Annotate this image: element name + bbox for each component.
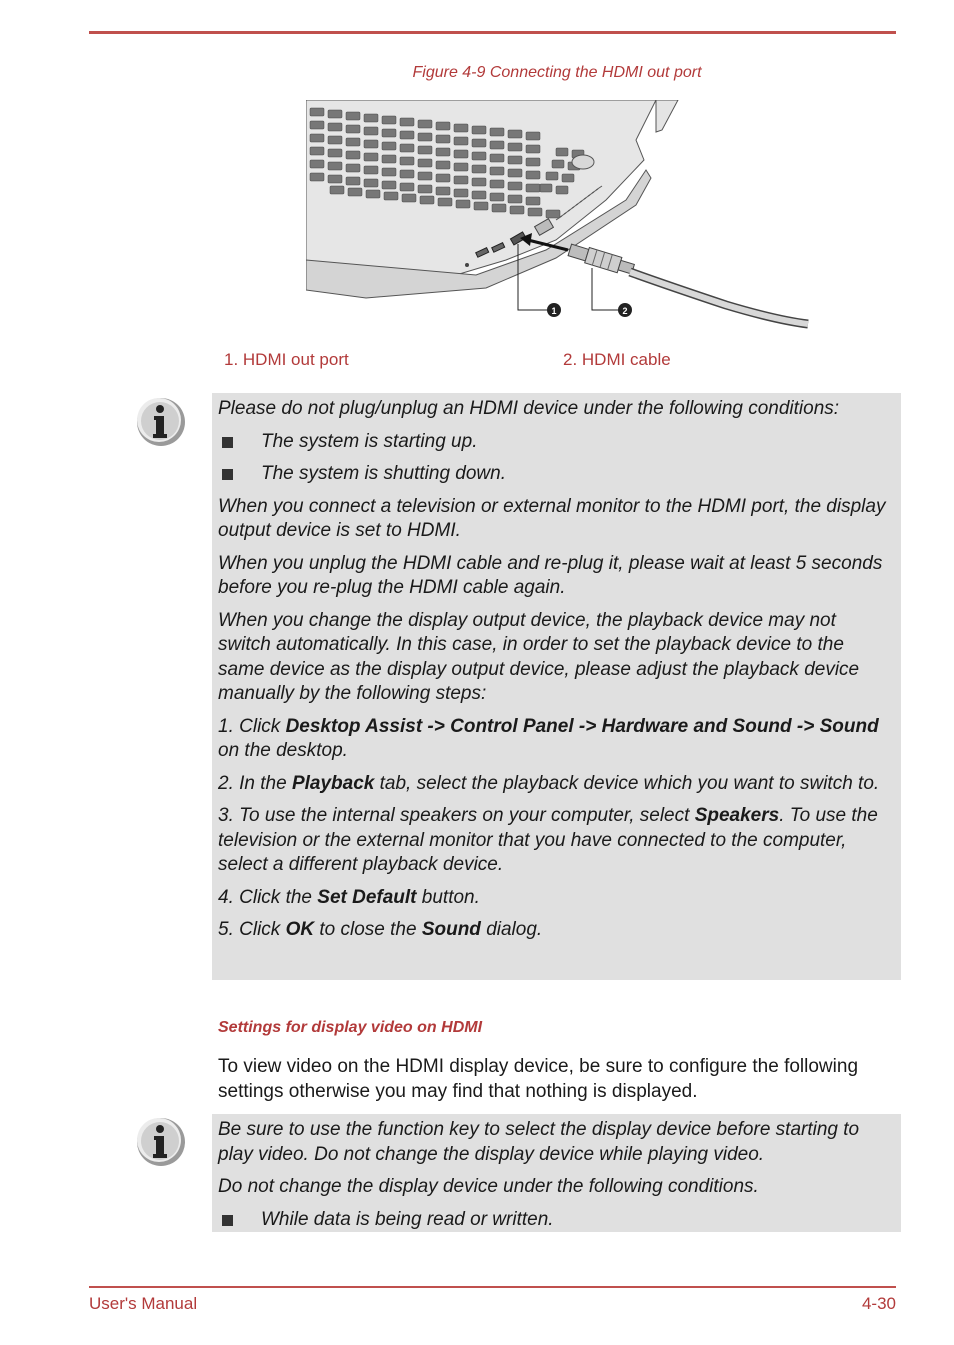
bullet-square-icon xyxy=(222,437,233,448)
figure-caption: Figure 4-9 Connecting the HDMI out port xyxy=(412,64,702,81)
info-icon xyxy=(135,1116,187,1168)
bullet-item xyxy=(218,1208,893,1233)
step-5: 5. Click OK to close the Sound dialog. xyxy=(218,919,543,940)
info-icon xyxy=(135,396,187,448)
legend-item-hdmi-port: 1. HDMI out port xyxy=(224,350,349,369)
bullet-square-icon xyxy=(222,1215,233,1226)
note-paragraph: When you unplug the HDMI cable and re-plug it, please wait at least 5 seconds before you re-plug the HDMI cable again. xyxy=(218,552,883,598)
step-4: 4. Click the Set Default button. xyxy=(218,886,480,908)
step-1: 1. Click Desktop Assist -> Control Panel -> Hardware and Sound -> Sound on the desktop. xyxy=(218,715,879,761)
note-intro: Please do not plug/unplug an HDMI device under the following conditions: xyxy=(218,398,840,419)
note-paragraph: Do not change the display device under the following conditions. xyxy=(218,1176,759,1197)
callout-2-label: 2 xyxy=(622,306,628,316)
note-hdmi-plug-conditions xyxy=(212,393,901,980)
hdmi-laptop-illustration xyxy=(306,100,810,332)
page-number: 4-30 xyxy=(861,1294,896,1313)
note-paragraph: When you change the display output device, the playback device may not switch automatically. In this case, in order to set the playback device to the same device as the display output device, please adjust the playback device manually by the following steps: xyxy=(218,609,860,704)
section-heading: Settings for display video on HDMI xyxy=(218,1019,483,1036)
note-function-key xyxy=(212,1114,901,1232)
step-3: 3. To use the internal speakers on your computer, select Speakers. To use the television or the external monitor that you have connected to the computer, select a different playback device. xyxy=(218,805,878,875)
bullet-square-icon xyxy=(222,469,233,480)
bullet-text: While data is being read or written. xyxy=(261,1208,554,1230)
bullet-text: The system is starting up. xyxy=(261,430,478,452)
footer-rule xyxy=(89,1286,896,1288)
note-paragraph: Be sure to use the function key to select the display device before starting to play video. Do not change the display device while playing video. xyxy=(218,1119,860,1165)
note-paragraph: When you connect a television or external monitor to the HDMI port, the display output device is set to HDMI. xyxy=(218,495,886,541)
step-2: 2. In the Playback tab, select the playback device which you want to switch to. xyxy=(218,772,880,794)
footer-manual-title: User's Manual xyxy=(89,1294,198,1313)
bullet-item xyxy=(218,462,893,487)
bullet-item xyxy=(218,430,893,455)
legend-item-hdmi-cable: 2. HDMI cable xyxy=(563,350,671,369)
bullet-text: The system is shutting down. xyxy=(261,463,506,484)
callout-1-label: 1 xyxy=(551,306,557,316)
section-body: To view video on the HDMI display device, be sure to configure the following settings otherwise you may find that nothing is displayed. xyxy=(218,1056,859,1102)
header-rule xyxy=(89,31,896,34)
